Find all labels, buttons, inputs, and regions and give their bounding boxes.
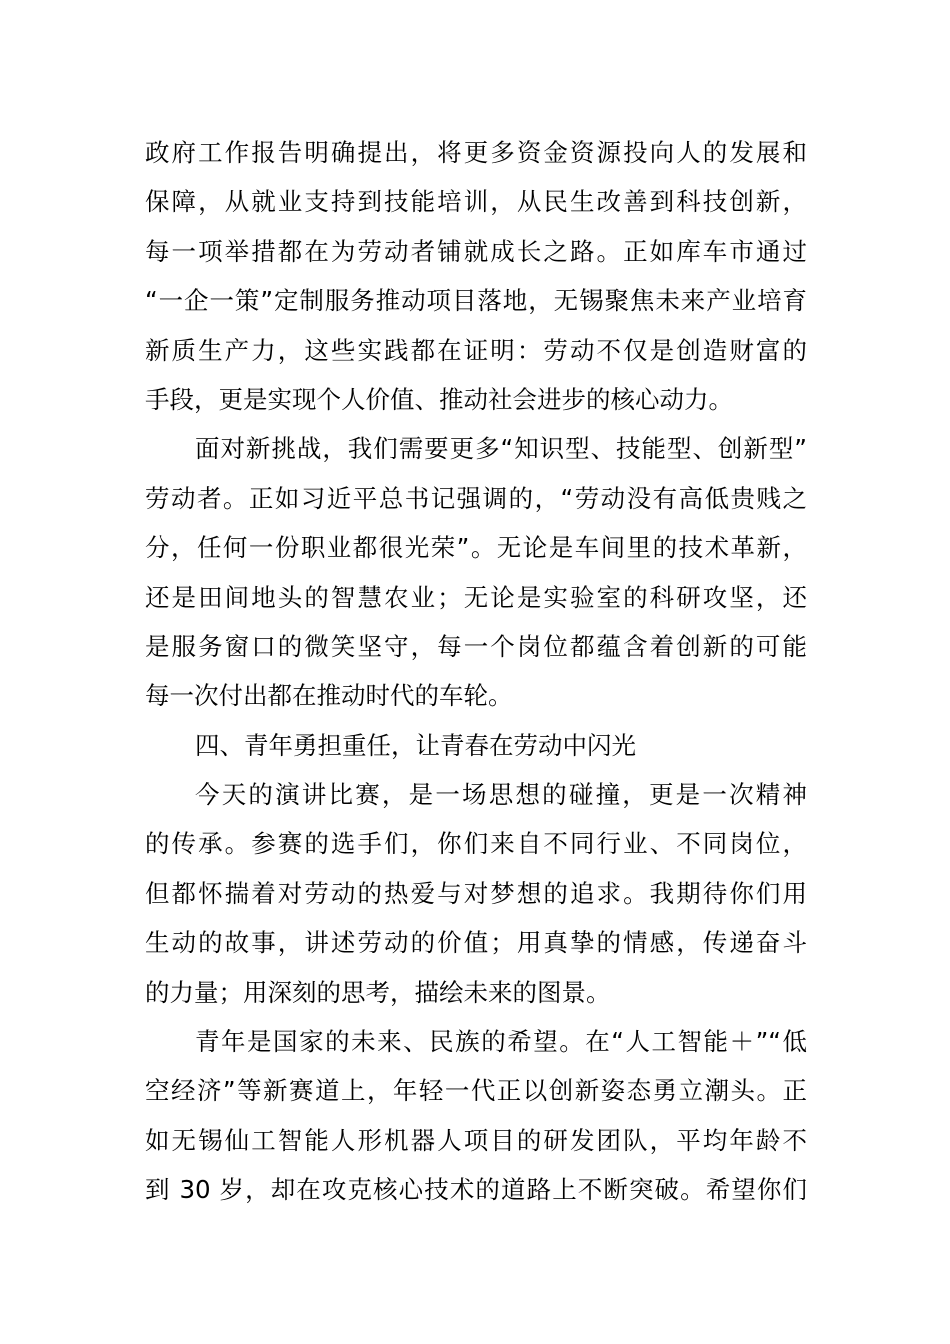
text-line: 手段，更是实现个人价值、推动社会进步的核心动力。 [145,384,733,414]
section-heading-youth [145,721,807,770]
document-page [145,128,807,1215]
text-line: 的力量；用深刻的思考，描绘未来的图景。 [145,977,611,1007]
text-line: 生动的故事，讲述劳动的价值；用真挚的情感，传递奋斗 [145,928,807,958]
text-line: 分，任何一份职业都很光荣”。无论是车间里的技术革新， [145,533,807,563]
text-line: 每一次付出都在推动时代的车轮。 [145,681,513,711]
paragraph-youth-future [145,1017,807,1215]
paragraph-speech-contest [145,770,807,1017]
text-line: 保障，从就业支持到技能培训，从民生改善到科技创新， [145,187,807,217]
text-line: 劳动者。正如习近平总书记强调的，“劳动没有高低贵贱之 [145,483,807,513]
text-line: 新质生产力，这些实践都在证明：劳动不仅是创造财富的 [145,335,807,365]
text-line: “一企一策”定制服务推动项目落地，无锡聚焦未来产业培育 [145,286,807,316]
text-line: 到 30 岁，却在攻克核心技术的道路上不断突破。希望你们 [145,1175,807,1205]
text-line: 的传承。参赛的选手们，你们来自不同行业、不同岗位， [145,829,807,859]
text-line: 还是田间地头的智慧农业；无论是实验室的科研攻坚，还 [145,582,807,612]
text-line: 政府工作报告明确提出，将更多资金资源投向人的发展和 [145,138,807,167]
text-line: 每一项举措都在为劳动者铺就成长之路。正如库车市通过 [145,236,807,266]
paragraph-government-report [145,128,807,424]
text-line: 四、青年勇担重任，让青春在劳动中闪光 [195,730,636,760]
text-line: 青年是国家的未来、民族的希望。在“人工智能＋”“低 [195,1027,807,1057]
text-line: 但都怀揣着对劳动的热爱与对梦想的追求。我期待你们用 [145,878,807,908]
text-line: 空经济”等新赛道上，年轻一代正以创新姿态勇立潮头。正 [145,1076,807,1106]
text-line: 是服务窗口的微笑坚守，每一个岗位都蕴含着创新的可能 [145,631,807,661]
text-line: 面对新挑战，我们需要更多“知识型、技能型、创新型” [195,434,807,464]
text-line: 如无锡仙工智能人形机器人项目的研发团队，平均年龄不 [145,1125,807,1155]
text-line: 今天的演讲比赛，是一场思想的碰撞，更是一次精神 [195,780,807,810]
paragraph-new-challenges [145,424,807,720]
